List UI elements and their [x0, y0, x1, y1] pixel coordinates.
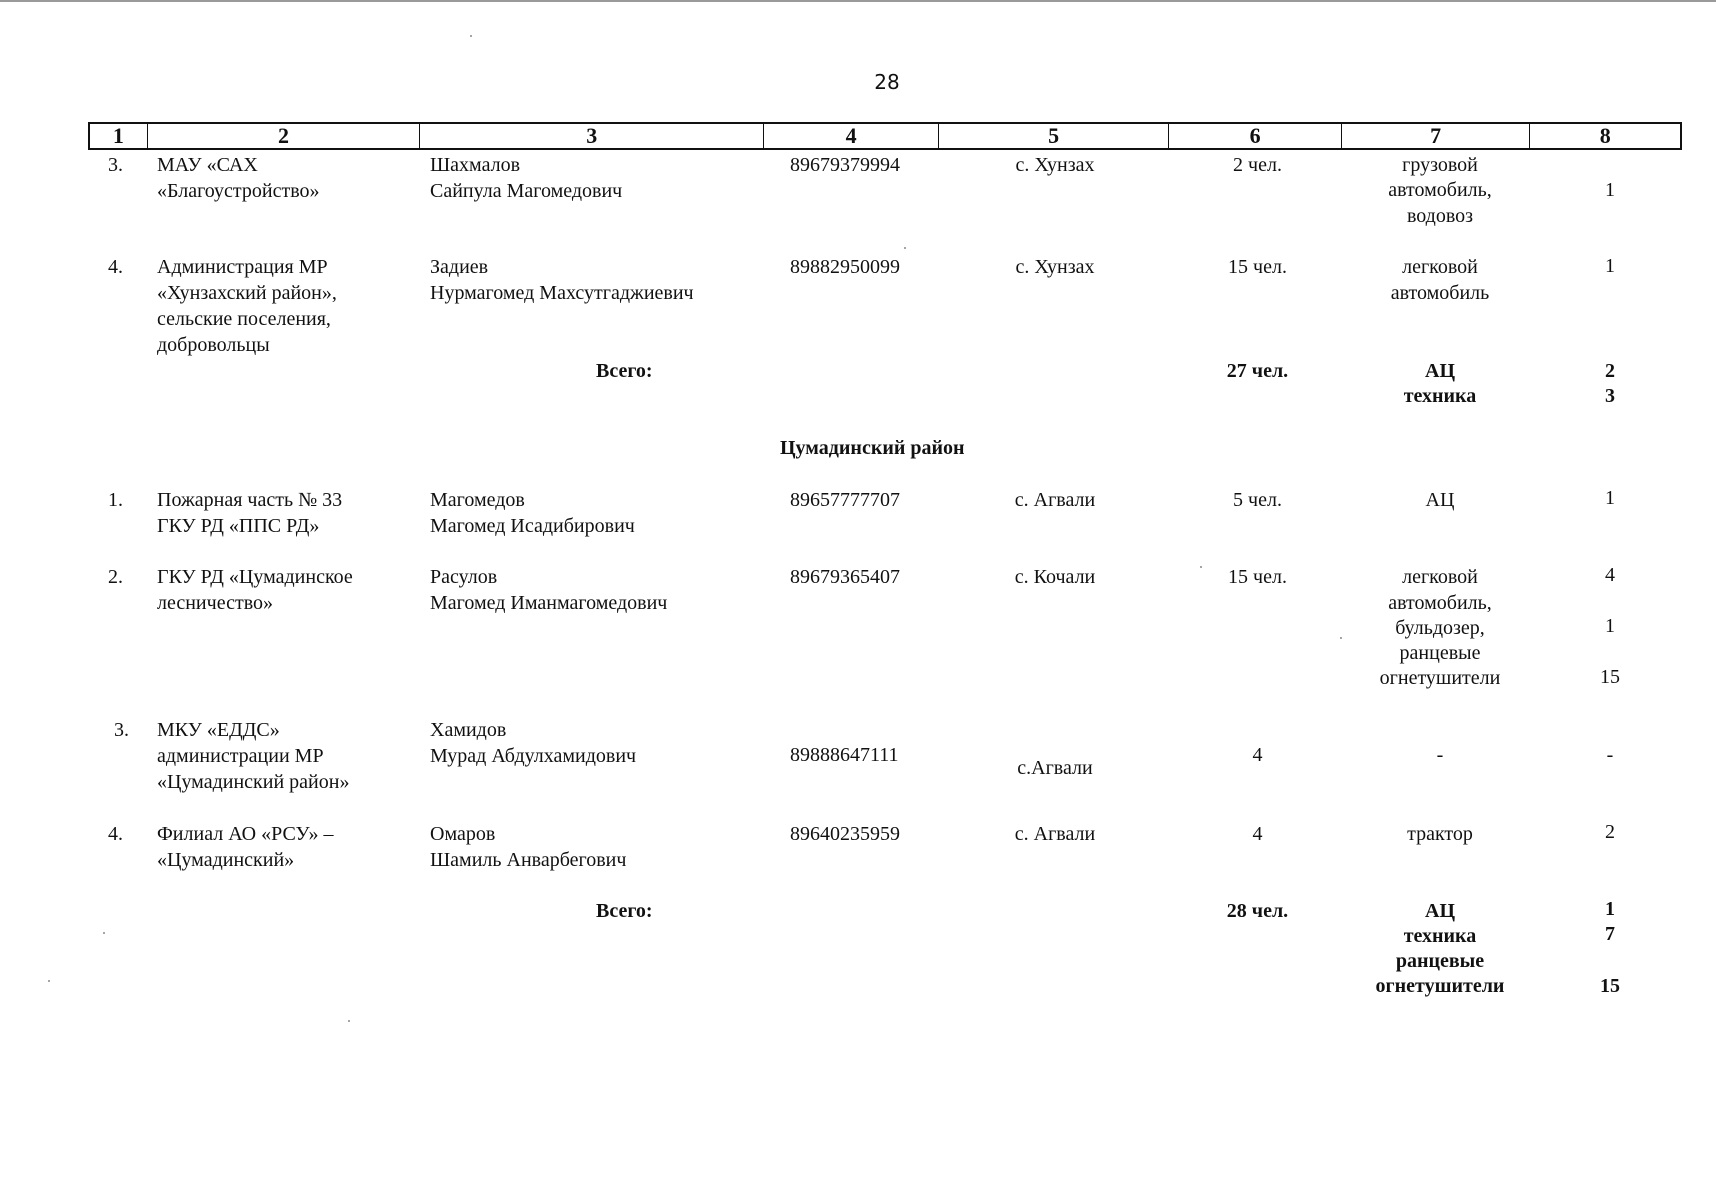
- phone-number: 89657777707: [790, 489, 900, 511]
- person-line: Задиев: [430, 256, 489, 278]
- person-line: Омаров: [430, 823, 496, 845]
- person-line: Магомедов: [430, 489, 525, 511]
- organization-line: МАУ «САХ: [157, 154, 258, 176]
- staff-count: 5 чел.: [1233, 489, 1282, 511]
- equipment-line: АЦ: [1425, 489, 1455, 511]
- row-number: 4.: [108, 256, 123, 278]
- organization-line: Филиал АО «РСУ» –: [157, 823, 334, 845]
- total-staff: 28 чел.: [1226, 900, 1289, 922]
- staff-count: 2 чел.: [1233, 154, 1282, 176]
- row-number: 1.: [108, 489, 123, 511]
- total-item: огнетушители: [1375, 975, 1505, 997]
- total-item: ранцевые: [1395, 950, 1485, 972]
- organization-line: «Цумадинский район»: [157, 771, 350, 793]
- organization-line: лесничество»: [157, 592, 273, 614]
- organization-line: администрации МР: [157, 745, 324, 767]
- equipment-line: автомобиль,: [1388, 179, 1492, 201]
- equipment-line: водовоз: [1406, 205, 1474, 227]
- organization-line: «Благоустройство»: [157, 180, 320, 202]
- organization-line: сельские поселения,: [157, 308, 331, 330]
- phone-number: 89882950099: [790, 256, 900, 278]
- row-number: 3.: [114, 719, 129, 741]
- total-label: Всего:: [596, 900, 653, 922]
- total-quantity: 7: [1605, 923, 1615, 945]
- column-header-1: 1: [90, 124, 148, 148]
- location: с. Агвали: [1014, 489, 1096, 511]
- equipment-quantity: 1: [1605, 255, 1615, 277]
- column-header-2: 2: [148, 124, 420, 148]
- person-line: Хамидов: [430, 719, 507, 741]
- scan-speck: [348, 1020, 350, 1022]
- total-item: АЦ: [1425, 360, 1455, 382]
- total-quantity: 3: [1605, 385, 1615, 407]
- person-line: Магомед Исадибирович: [430, 515, 635, 537]
- equipment-line: легковой: [1402, 256, 1478, 278]
- scan-speck: [470, 35, 472, 37]
- equipment-line: огнетушители: [1379, 667, 1501, 689]
- column-header-3: 3: [420, 124, 764, 148]
- column-header-7: 7: [1342, 124, 1531, 148]
- phone-number: 89888647111: [790, 744, 899, 766]
- phone-number: 89679379994: [790, 154, 900, 176]
- total-item: техника: [1403, 385, 1477, 407]
- equipment-quantity: 1: [1605, 487, 1615, 509]
- row-number: 2.: [108, 566, 123, 588]
- staff-count: 15 чел.: [1228, 566, 1287, 588]
- person-line: Сайпула Магомедович: [430, 180, 623, 202]
- organization-line: МКУ «ЕДДС»: [157, 719, 280, 741]
- equipment-line: ранцевые: [1399, 642, 1481, 664]
- equipment-line: трактор: [1407, 823, 1473, 845]
- organization-line: добровольцы: [157, 334, 270, 356]
- column-header-5: 5: [939, 124, 1169, 148]
- person-line: Мурад Абдулхамидович: [430, 745, 637, 767]
- scan-edge-line: [0, 0, 1716, 2]
- column-header-8: 8: [1599, 123, 1611, 148]
- total-item: АЦ: [1425, 900, 1455, 922]
- phone-number: 89679365407: [790, 566, 900, 588]
- person-line: Шамиль Анварбегович: [430, 849, 627, 871]
- organization-line: «Цумадинский»: [157, 849, 295, 871]
- location: с.Агвали: [1017, 757, 1093, 779]
- equipment-quantity: -: [1606, 744, 1614, 766]
- equipment-quantity: 1: [1605, 615, 1615, 637]
- location: с. Хунзах: [1015, 256, 1095, 278]
- total-quantity: 2: [1605, 360, 1615, 382]
- total-label: Всего:: [596, 360, 653, 382]
- organization-line: ГКУ РД «ППС РД»: [157, 515, 320, 537]
- column-header-4: 4: [764, 124, 939, 148]
- scan-speck: [1200, 566, 1202, 568]
- person-line: Магомед Иманмагомедович: [430, 592, 668, 614]
- equipment-line: легковой: [1402, 566, 1478, 588]
- page-number: 28: [874, 70, 900, 94]
- scan-speck: [103, 932, 105, 934]
- equipment-line: автомобиль: [1390, 282, 1490, 304]
- person-line: Расулов: [430, 566, 498, 588]
- scan-speck: [48, 980, 50, 982]
- location: с. Кочали: [1014, 566, 1096, 588]
- total-quantity: 1: [1605, 898, 1615, 920]
- organization-line: Администрация МР: [157, 256, 328, 278]
- staff-count: 4: [1252, 744, 1263, 766]
- total-staff: 27 чел.: [1226, 360, 1289, 382]
- column-header-6: 6: [1169, 124, 1342, 148]
- equipment-quantity: 2: [1605, 821, 1615, 843]
- equipment-line: бульдозер,: [1395, 617, 1485, 639]
- organization-line: «Хунзахский район»,: [157, 282, 337, 304]
- location: с. Хунзах: [1015, 154, 1095, 176]
- equipment-line: автомобиль,: [1388, 592, 1492, 614]
- person-line: Нурмагомед Махсутгаджиевич: [430, 282, 694, 304]
- equipment-quantity: 1: [1605, 179, 1615, 201]
- equipment-line: -: [1436, 744, 1444, 766]
- phone-number: 89640235959: [790, 823, 900, 845]
- staff-count: 15 чел.: [1228, 256, 1287, 278]
- equipment-quantity: 4: [1605, 564, 1615, 586]
- row-number: 4.: [108, 823, 123, 845]
- person-line: Шахмалов: [430, 154, 521, 176]
- row-number: 3.: [108, 154, 123, 176]
- equipment-quantity: 15: [1600, 666, 1620, 688]
- scan-speck: [1340, 637, 1342, 639]
- scan-speck: [904, 247, 906, 249]
- district-heading: Цумадинский район: [780, 437, 965, 459]
- equipment-line: грузовой: [1402, 154, 1478, 176]
- total-item: техника: [1403, 925, 1477, 947]
- table-header-row: [88, 122, 1682, 150]
- location: с. Агвали: [1014, 823, 1096, 845]
- organization-line: Пожарная часть № 33: [157, 489, 343, 511]
- organization-line: ГКУ РД «Цумадинское: [157, 566, 353, 588]
- staff-count: 4: [1252, 823, 1263, 845]
- total-quantity: 15: [1600, 975, 1620, 997]
